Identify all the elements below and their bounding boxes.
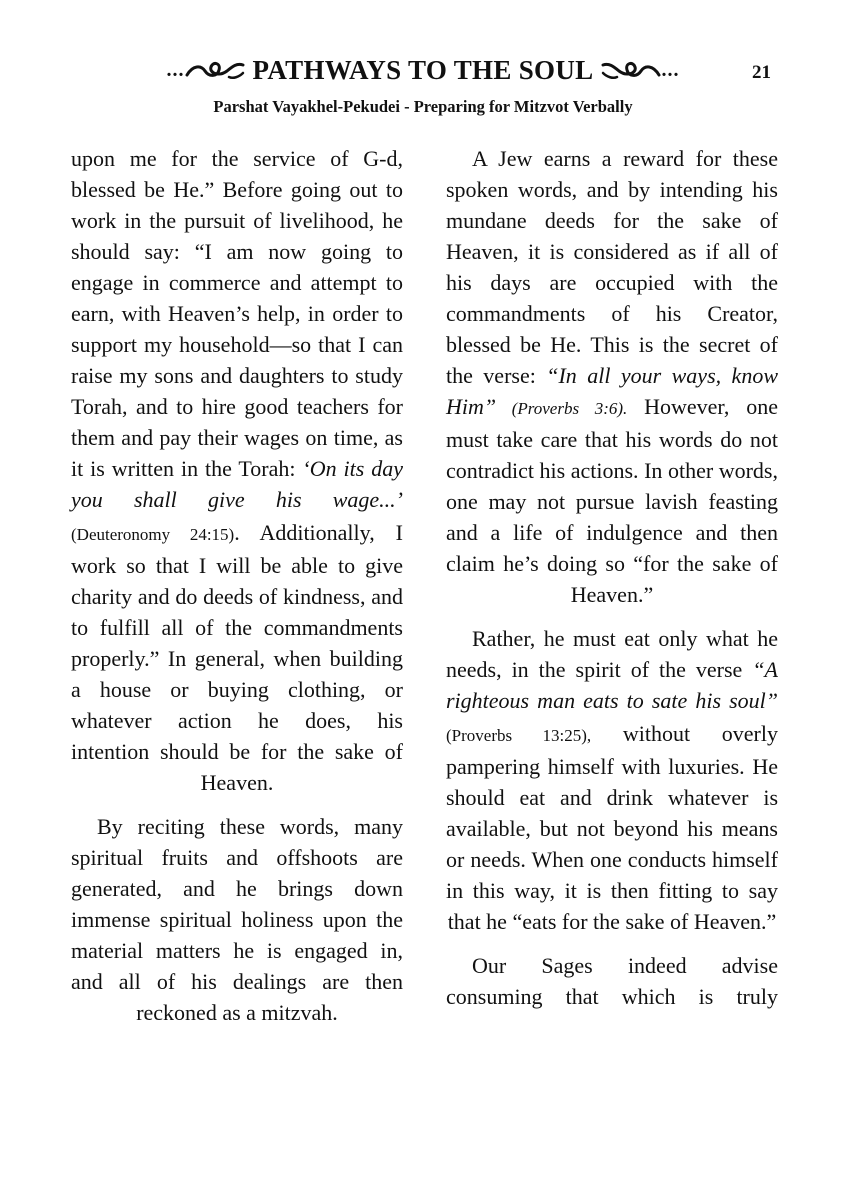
paragraph-text: upon me for the service of G-d, blessed be He.” Before going out to work in the pursuit of livelihood, he should say: “I am now going to engage in commerce and attempt to earn, with Heaven’s help, in order to support my household—so that I can raise my sons and daughters to study Torah, and to hire good teachers for them and pay their wages on time, as it is written in the Torah:: [71, 146, 403, 481]
paragraph: [446, 143, 778, 610]
running-header: [128, 50, 718, 90]
paragraph: [446, 623, 778, 937]
ornament-dots: ...: [166, 58, 185, 81]
paragraph: [446, 950, 778, 1012]
paragraph-text: However, one must take care that his words do not contradict his actions. In other words, one may not pursue lavish feasting and a life of indulgence and then claim he’s doing so “for the sake of Heaven.”: [446, 394, 778, 607]
right-scroll-icon: [601, 57, 661, 83]
paragraph-text: Rather, he must eat only what he needs, in the spirit of the verse: [446, 626, 778, 682]
paragraph: [71, 811, 403, 1028]
left-column: [71, 143, 403, 1041]
verse-citation: (Deuteronomy 24:15): [71, 525, 235, 544]
paragraph-text: without overly pampering himself with luxuries. He should eat and drink whatever is available, but not beyond his means or needs. When one conducts himself in this way, it is then fitting to say that he “eats for the sake of Heaven.”: [446, 721, 779, 934]
book-title: PATHWAYS TO THE SOUL: [252, 54, 594, 85]
paragraph-text: A Jew earns a reward for these spoken words, and by intending his mundane deeds for the sake of Heaven, it is considered as if all of his days are occupied with the commandments of his Creator, blessed be He. This is the secret of the verse:: [446, 146, 778, 388]
left-scroll-icon: [185, 57, 245, 83]
ornament-dots: ...: [661, 58, 680, 81]
verse-citation: (Proverbs 13:25),: [446, 726, 592, 745]
right-column: [446, 143, 778, 1012]
right-ornament: [601, 57, 679, 83]
chapter-subtitle: Parshat Vayakhel-Pekudei - Preparing for Mitzvot Verbally: [213, 97, 633, 116]
left-ornament: [167, 57, 245, 83]
paragraph: [71, 143, 403, 798]
verse-quote: ‘On its day you shall give his wage...’: [71, 456, 403, 512]
paragraph-text: By reciting these words, many spiritual fruits and offshoots are generated, and he brings down immense spiritual holiness upon the material matters he is engaged in, and all of his dealings are then reckoned as a mitzvah.: [71, 814, 403, 1025]
page-number: 21: [752, 62, 771, 83]
verse-quote: “A righteous man eats to sate his soul”: [446, 657, 778, 713]
verse-citation: (Proverbs 3:6).: [496, 399, 628, 418]
verse-quote: “In all your ways, know Him”: [446, 363, 778, 419]
paragraph-text: . Additionally, I work so that I will be able to give charity and do deeds of kindness, and to fulfill all of the commandments properly.” In general, when building a house or buying clothing, or whatever action he does, his intention should be for the sake of Heaven.: [71, 520, 403, 795]
paragraph-text: Our Sages indeed advise consuming that which is truly: [446, 953, 778, 1009]
